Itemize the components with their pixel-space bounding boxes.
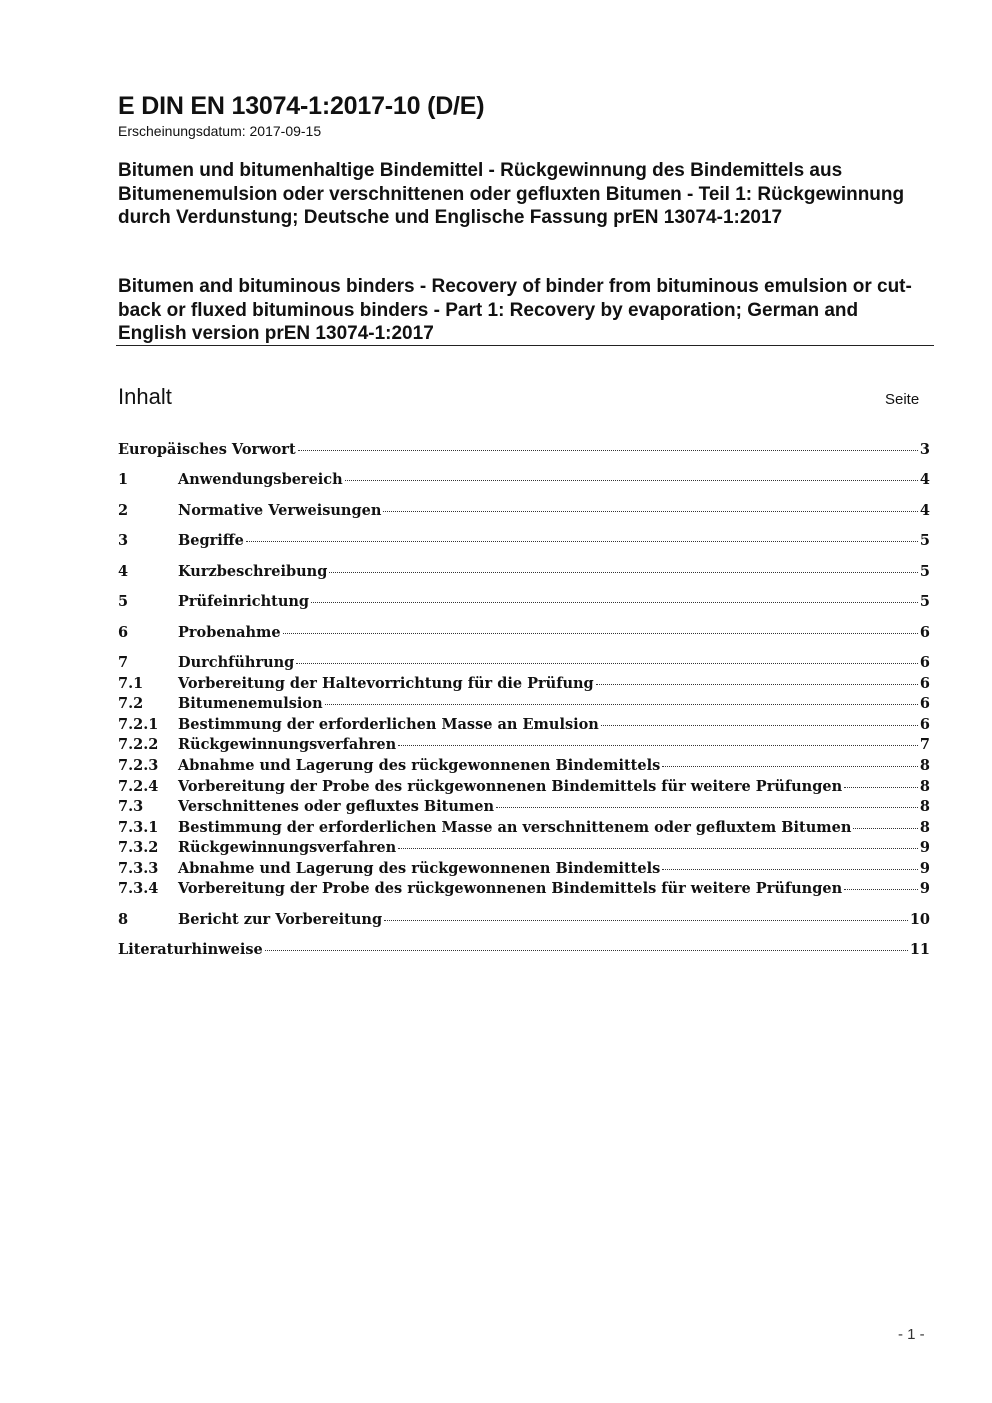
- toc-entry[interactable]: [118, 839, 930, 859]
- toc-entry-title: Vorbereitung der Haltevorrichtung für die Prüfung: [178, 675, 594, 692]
- toc-entry[interactable]: [118, 502, 930, 522]
- toc-entry-title: Bestimmung der erforderlichen Masse an verschnittenem oder gefluxtem Bitumen: [178, 819, 852, 836]
- toc-dot-leader: [853, 828, 917, 829]
- toc-entry[interactable]: [118, 716, 930, 736]
- toc-entry-title: Kurzbeschreibung: [178, 563, 328, 580]
- toc-entry-page: 8: [919, 757, 930, 774]
- toc-entry[interactable]: [118, 778, 930, 798]
- toc-entry-number: 7.1: [118, 675, 144, 692]
- toc-entry[interactable]: [118, 860, 930, 880]
- toc-entry[interactable]: [118, 819, 930, 839]
- toc-entry-title: Bestimmung der erforderlichen Masse an Emulsion: [178, 716, 599, 733]
- title-divider: [116, 345, 934, 346]
- toc-entry[interactable]: [118, 441, 930, 461]
- toc-entry[interactable]: [118, 911, 930, 931]
- toc-entry-page: 8: [919, 778, 930, 795]
- toc-entry-number: 7.2.3: [118, 757, 159, 774]
- toc-dot-leader: [265, 950, 908, 951]
- toc-entry-title: Durchführung: [178, 654, 295, 671]
- toc-entry[interactable]: [118, 624, 930, 644]
- toc-entry-title: Literaturhinweise: [118, 941, 263, 958]
- toc-entry-title: Vorbereitung der Probe des rückgewonnenen Bindemittels für weitere Prüfungen: [178, 778, 843, 795]
- toc-entry-number: 7.3.3: [118, 860, 159, 877]
- toc-entry-page: 7: [919, 736, 930, 753]
- toc-dot-leader: [662, 766, 918, 767]
- toc-entry-number: 3: [118, 532, 129, 549]
- toc-dot-leader: [383, 511, 918, 512]
- toc-entry-title: Verschnittenes oder gefluxtes Bitumen: [178, 798, 495, 815]
- toc-dot-leader: [844, 889, 918, 890]
- toc-entry-title: Anwendungsbereich: [178, 471, 343, 488]
- toc-entry[interactable]: [118, 654, 930, 674]
- toc-entry-page: 5: [919, 532, 930, 549]
- toc-entry-title: Begriffe: [178, 532, 244, 549]
- toc-entry-page: 6: [919, 695, 930, 712]
- toc-entry-page: 3: [919, 441, 930, 458]
- toc-dot-leader: [601, 725, 918, 726]
- toc-entry-number: 7.2.1: [118, 716, 159, 733]
- toc-entry[interactable]: [118, 675, 930, 695]
- toc-entry-number: 2: [118, 502, 129, 519]
- title-german: Bitumen und bitumenhaltige Bindemittel - Rückgewinnung des Bindemittels aus Bitumenemulsion oder verschnittenen oder gefluxten Bitumen - Teil 1: Rückgewinnung durch Verdunstung; Deutsche und Englische Fassung prEN 13074-1:2017: [118, 160, 905, 228]
- toc-entry[interactable]: [118, 880, 930, 900]
- toc-entry-page: 8: [919, 819, 930, 836]
- toc-entry-number: 5: [118, 593, 129, 610]
- toc-entry-title: Normative Verweisungen: [178, 502, 382, 519]
- toc-dot-leader: [844, 787, 918, 788]
- toc-entry-title: Probenahme: [178, 624, 281, 641]
- toc-heading: Inhalt: [118, 384, 172, 409]
- toc-entry-title: Europäisches Vorwort: [118, 441, 296, 458]
- toc-entry-title: Rückgewinnungsverfahren: [178, 736, 397, 753]
- toc-dot-leader: [345, 480, 918, 481]
- title-english: Bitumen and bituminous binders - Recovery of binder from bituminous emulsion or cut-back or fluxed bituminous binders - Part 1: Recovery by evaporation; German and English version prEN 13074-1:2017: [118, 276, 912, 344]
- toc-page-label: Seite: [885, 391, 920, 408]
- document-number: E DIN EN 13074-1:2017-10 (D/E): [118, 92, 485, 120]
- toc-entry[interactable]: [118, 563, 930, 583]
- toc-dot-leader: [662, 869, 918, 870]
- toc-entry[interactable]: [118, 593, 930, 613]
- toc-dot-leader: [398, 745, 918, 746]
- toc-dot-leader: [246, 541, 918, 542]
- toc-entry[interactable]: [118, 757, 930, 777]
- toc-entry-title: Vorbereitung der Probe des rückgewonnenen Bindemittels für weitere Prüfungen: [178, 880, 843, 897]
- publication-date: Erscheinungsdatum: 2017-09-15: [118, 123, 322, 139]
- toc-entry[interactable]: [118, 471, 930, 491]
- toc-entry-page: 6: [919, 654, 930, 671]
- toc-entry-number: 8: [118, 911, 129, 928]
- toc-entry-title: Bericht zur Vorbereitung: [178, 911, 383, 928]
- toc-entry-number: 7.3.1: [118, 819, 159, 836]
- toc-entry-page: 4: [919, 471, 930, 488]
- toc-entry-number: 6: [118, 624, 129, 641]
- toc-entry-number: 7.3.4: [118, 880, 159, 897]
- toc-entry[interactable]: [118, 736, 930, 756]
- toc-dot-leader: [296, 663, 918, 664]
- toc-dot-leader: [329, 572, 918, 573]
- toc-entry-title: Rückgewinnungsverfahren: [178, 839, 397, 856]
- toc-entry[interactable]: [118, 695, 930, 715]
- toc-entry-number: 7.3: [118, 798, 144, 815]
- toc-dot-leader: [398, 848, 918, 849]
- toc-entry-page: 10: [909, 911, 930, 928]
- toc-entry-number: 7.2: [118, 695, 144, 712]
- toc-entry-page: 9: [919, 839, 930, 856]
- toc-dot-leader: [298, 450, 918, 451]
- toc-entry-page: 5: [919, 563, 930, 580]
- toc-entry-number: 4: [118, 563, 129, 580]
- toc-entry-number: 7: [118, 654, 129, 671]
- toc-entry-number: 7.3.2: [118, 839, 159, 856]
- toc-entry-page: 5: [919, 593, 930, 610]
- toc-entry-page: 8: [919, 798, 930, 815]
- toc-entry-page: 4: [919, 502, 930, 519]
- toc-dot-leader: [325, 704, 918, 705]
- toc-entry-number: 7.2.2: [118, 736, 159, 753]
- toc-entry-title: Bitumenemulsion: [178, 695, 323, 712]
- toc-entry-title: Abnahme und Lagerung des rückgewonnenen Bindemittels: [178, 860, 661, 877]
- toc-dot-leader: [496, 807, 918, 808]
- toc-dot-leader: [384, 920, 908, 921]
- toc-entry-page: 9: [919, 860, 930, 877]
- toc-dot-leader: [311, 602, 918, 603]
- toc-entry[interactable]: [118, 941, 930, 961]
- toc-entry-number: 1: [118, 471, 129, 488]
- toc-entry-title: Abnahme und Lagerung des rückgewonnenen Bindemittels: [178, 757, 661, 774]
- toc-entry-page: 6: [919, 624, 930, 641]
- toc-entry[interactable]: [118, 798, 930, 818]
- toc-entry-page: 6: [919, 716, 930, 733]
- page-number: - 1 -: [898, 1326, 925, 1343]
- toc-dot-leader: [596, 684, 918, 685]
- toc-entry-number: 7.2.4: [118, 778, 159, 795]
- toc-entry-page: 6: [919, 675, 930, 692]
- toc-entry-page: 9: [919, 880, 930, 897]
- toc-dot-leader: [283, 633, 918, 634]
- toc-entry[interactable]: [118, 532, 930, 552]
- toc-entry-page: 11: [909, 941, 930, 958]
- toc-entry-title: Prüfeinrichtung: [178, 593, 310, 610]
